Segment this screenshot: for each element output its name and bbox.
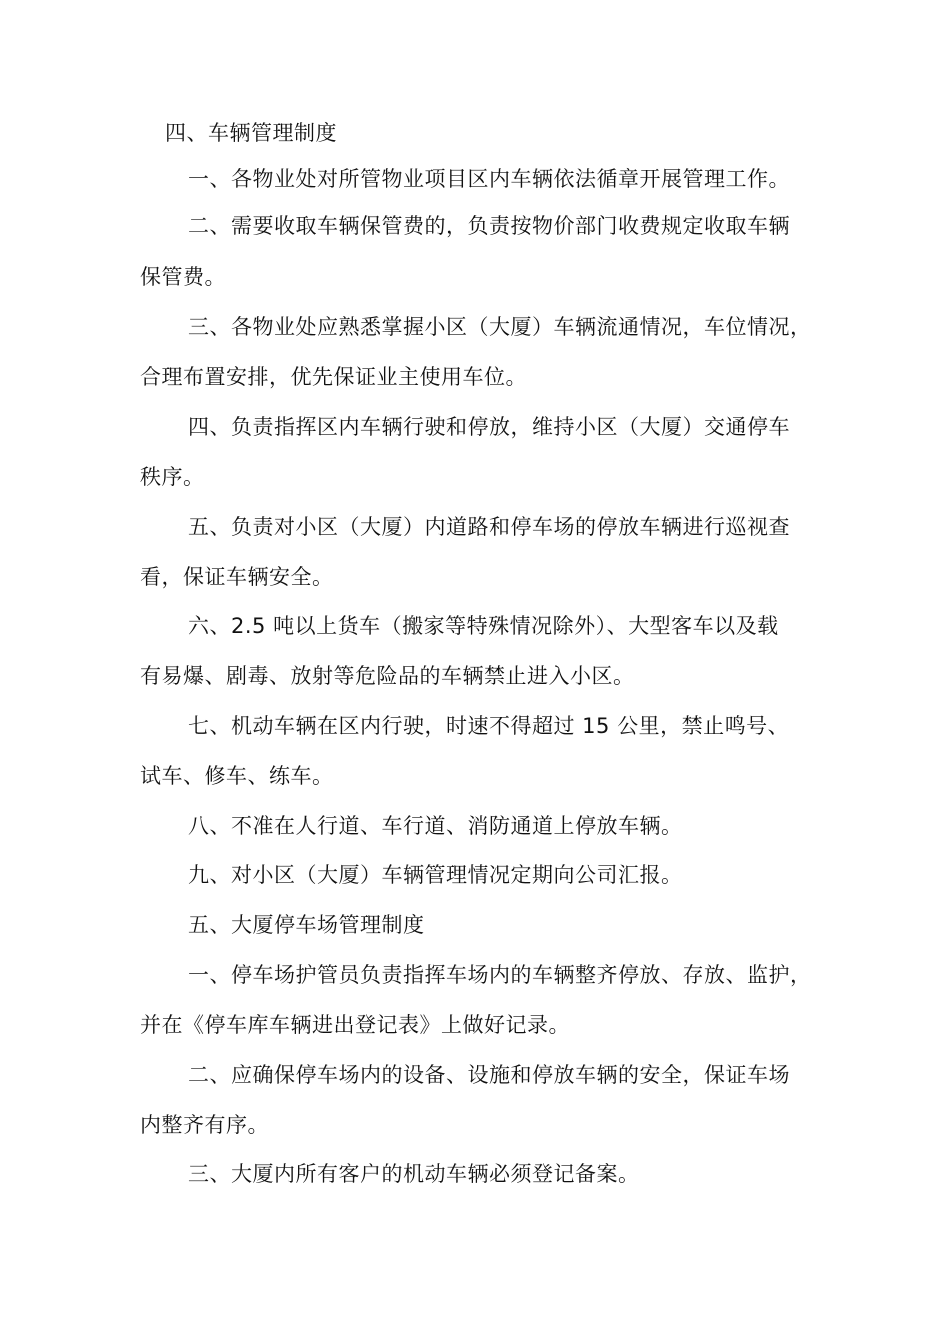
section-heading-parking-management: 五、大厦停车场管理制度 — [188, 913, 425, 937]
paragraph-line: 一、停车场护管员负责指挥车场内的车辆整齐停放、存放、监护， — [188, 963, 812, 987]
paragraph-line: 五、负责对小区（大厦）内道路和停车场的停放车辆进行巡视查 — [188, 515, 790, 539]
paragraph-line: 二、应确保停车场内的设备、设施和停放车辆的安全，保证车场 — [188, 1063, 790, 1087]
paragraph-line: 七、机动车辆在区内行驶，时速不得超过 15 公里，禁止鸣号、 — [188, 714, 790, 738]
paragraph-line: 有易爆、剧毒、放射等危险品的车辆禁止进入小区。 — [140, 664, 635, 688]
paragraph-line: 八、不准在人行道、车行道、消防通道上停放车辆。 — [188, 814, 683, 838]
paragraph-line: 三、大厦内所有客户的机动车辆必须登记备案。 — [188, 1162, 640, 1186]
paragraph-line: 试车、修车、练车。 — [140, 764, 334, 788]
paragraph-line: 一、各物业处对所管物业项目区内车辆依法循章开展管理工作。 — [188, 167, 790, 191]
paragraph-line: 保管费。 — [140, 265, 226, 289]
paragraph-line: 看，保证车辆安全。 — [140, 565, 334, 589]
section-heading-vehicle-management: 四、车辆管理制度 — [165, 121, 337, 145]
paragraph-line: 秩序。 — [140, 465, 205, 489]
paragraph-line: 二、需要收取车辆保管费的，负责按物价部门收费规定收取车辆 — [188, 214, 790, 238]
paragraph-line: 九、对小区（大厦）车辆管理情况定期向公司汇报。 — [188, 863, 683, 887]
paragraph-line: 合理布置安排，优先保证业主使用车位。 — [140, 365, 527, 389]
paragraph-line: 并在《停车库车辆进出登记表》上做好记录。 — [140, 1013, 570, 1037]
paragraph-line: 三、各物业处应熟悉掌握小区（大厦）车辆流通情况，车位情况， — [188, 315, 812, 339]
paragraph-line: 内整齐有序。 — [140, 1113, 269, 1137]
paragraph-line: 四、负责指挥区内车辆行驶和停放，维持小区（大厦）交通停车 — [188, 415, 790, 439]
paragraph-line: 六、2.5 吨以上货车（搬家等特殊情况除外）、大型客车以及载 — [188, 614, 779, 638]
